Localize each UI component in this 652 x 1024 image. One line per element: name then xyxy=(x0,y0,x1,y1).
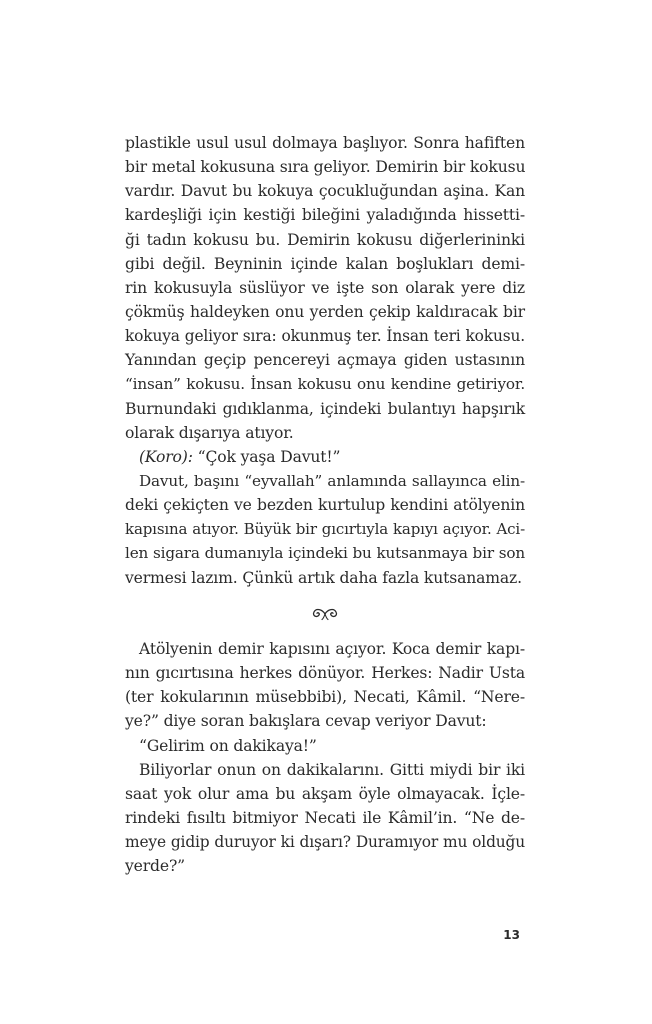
text-line: vardır. Davut bu kokuya çocukluğundan aşina. Kan xyxy=(125,182,525,201)
text-line: Davut, başını “eyvallah” anlamında sallayınca elin- xyxy=(139,471,525,490)
text-line: “insan” kokusu. İnsan kokusu onu kendine getiriyor. xyxy=(125,375,525,394)
text-line: rindeki fısıltı bitmiyor Necati ile Kâmil’in. “Ne de- xyxy=(125,808,525,827)
text-line: Atölyenin demir kapısını açıyor. Koca demir kapı- xyxy=(139,640,525,658)
text-line: olarak dışarıya atıyor. xyxy=(125,423,294,442)
page-number: 13 xyxy=(503,928,520,942)
text-line: bir metal kokusuna sıra geliyor. Demirin bir kokusu xyxy=(125,158,526,177)
text-block-bottom xyxy=(125,637,525,878)
text-line: Burnundaki gıdıklanma, içindeki bulantıyı hapşırık xyxy=(125,399,525,418)
text-line: ği tadın kokusu bu. Demirin kokusu diğerlerininki xyxy=(125,230,525,249)
chorus-speaker: (Koro): xyxy=(139,447,193,466)
text-line: çökmüş haldeyken onu yerden çekip kaldıracak bir xyxy=(125,302,525,321)
text-line: plastikle usul usul dolmaya başlıyor. Sonra hafiften xyxy=(125,134,525,152)
text-line: deki çekiçten ve bezden kurtulup kendini atölyenin xyxy=(125,496,525,515)
text-line: “Gelirim on dakikaya!” xyxy=(139,736,317,755)
chorus-text: “Çok yaşa Davut!” xyxy=(192,447,341,466)
text-line: Biliyorlar onun on dakikalarını. Gitti miydi bir iki xyxy=(139,760,525,779)
text-block-top xyxy=(125,131,525,590)
text-line: saat yok olur ama bu akşam öyle olmayacak. İçle- xyxy=(125,784,525,803)
chorus-line xyxy=(125,445,525,469)
fleuron-ornament-icon xyxy=(125,606,525,626)
text-line: yerde?” xyxy=(125,857,185,876)
text-line: len sigara dumanıyla içindeki bu kutsanmaya bir son xyxy=(125,544,525,563)
text-line: kardeşliği için kestiği bileğini yaladığında hissetti- xyxy=(125,206,525,225)
text-line: kokuya geliyor sıra: okunmuş ter. İnsan teri kokusu. xyxy=(125,327,525,346)
text-line: kapısına atıyor. Büyük bir gıcırtıyla kapıyı açıyor. Aci- xyxy=(125,520,525,539)
text-line: rin kokusuyla süslüyor ve işte son olarak yere diz xyxy=(125,278,525,297)
text-line: nın gıcırtısına herkes dönüyor. Herkes: Nadir Usta xyxy=(125,664,525,683)
text-line: Yanından geçip pencereyi açmaya giden ustasının xyxy=(125,351,525,370)
text-line: gibi değil. Beyninin içinde kalan boşlukları demi- xyxy=(125,254,525,273)
text-line: ye?” diye soran bakışlara cevap veriyor Davut: xyxy=(125,712,487,731)
text-line: meye gidip duruyor ki dışarı? Duramıyor mu olduğu xyxy=(125,833,525,852)
text-line: (ter kokularının müsebbibi), Necati, Kâmil. “Nere- xyxy=(125,688,525,707)
text-line: vermesi lazım. Çünkü artık daha fazla kutsanamaz. xyxy=(125,568,522,587)
